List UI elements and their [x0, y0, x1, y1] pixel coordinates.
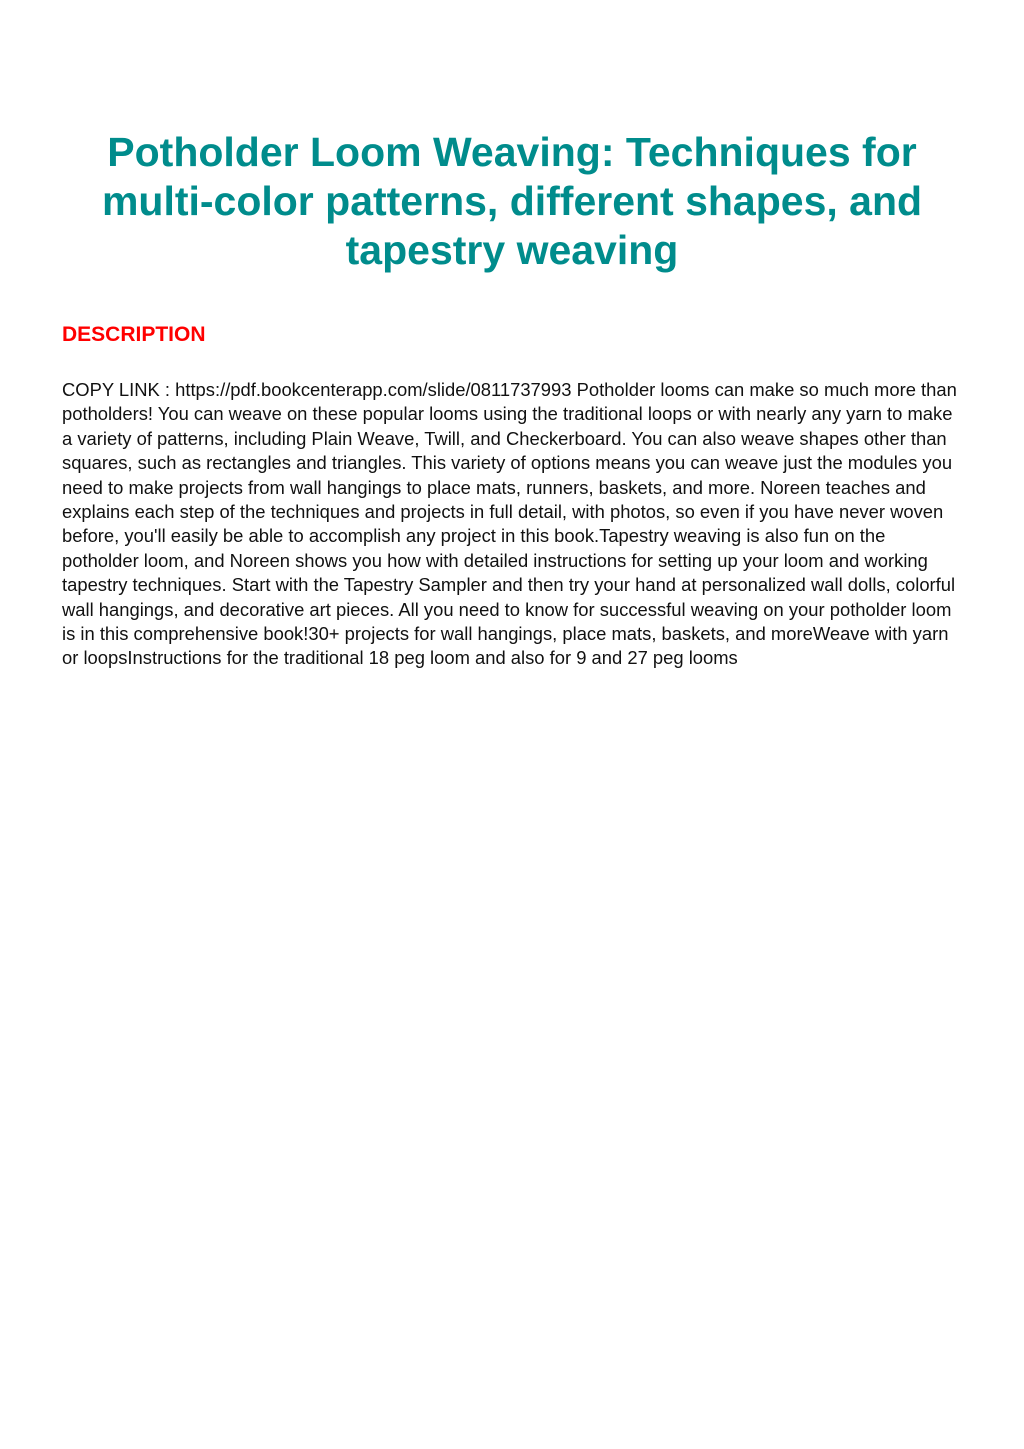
description-body: COPY LINK : https://pdf.bookcenterapp.com/slide/0811737993 Potholder looms can make so much more than potholders! You can weave on these popular looms using the traditional loops or with nearly any yarn to make a variety of patterns, including Plain Weave, Twill, and Checkerboard. You can also weave shapes other than squares, such as rectangles and triangles. This variety of options means you can weave just the modules you need to make projects from wall hangings to place mats, runners, baskets, and more. Noreen teaches and explains each step of the techniques and projects in full detail, with photos, so even if you have never woven before, you'll easily be able to accomplish any project in this book.Tapestry weaving is also fun on the potholder loom, and Noreen shows you how with detailed instructions for setting up your loom and working tapestry techniques. Start with the Tapestry Sampler and then try your hand at personalized wall dolls, colorful wall hangings, and decorative art pieces. All you need to know for successful weaving on your potholder loom is in this comprehensive book!30+ projects for wall hangings, place mats, baskets, and moreWeave with yarn or loopsInstructions for the traditional 18 peg loom and also for 9 and 27 peg looms — [62, 379, 957, 669]
document-title: Potholder Loom Weaving: Techniques for multi-color patterns, different shapes, and tapestry weaving — [101, 129, 923, 273]
section-heading-description: DESCRIPTION — [62, 323, 206, 346]
